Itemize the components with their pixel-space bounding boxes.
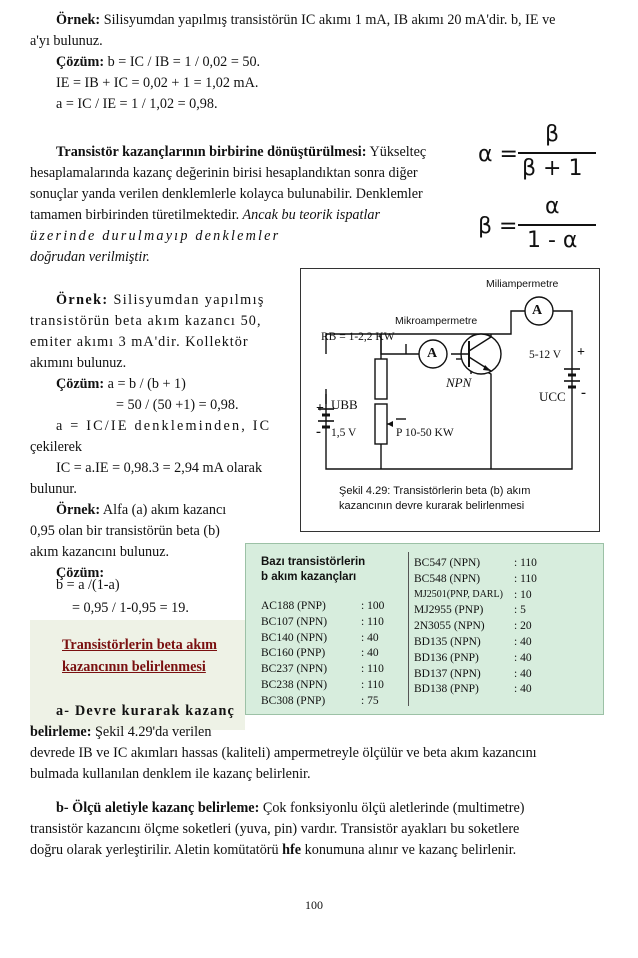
right-transistor-name: BD136 (PNP) — [414, 651, 479, 664]
figure-4-29 — [300, 268, 600, 532]
example3-line1-text: Alfa (a) akım kazancı — [100, 502, 227, 518]
example3-line3: akım kazancını bulunuz. — [30, 544, 170, 560]
example3-solution1: b = a /(1-a) — [56, 577, 120, 593]
alpha-lhs: α = — [478, 142, 518, 167]
pot-resistor — [375, 404, 387, 444]
example1-solution1-text: b = IC / IB = 1 / 0,02 = 50. — [104, 54, 261, 70]
beta-fraction-bar — [518, 224, 596, 226]
alpha-denominator: β + 1 — [522, 156, 583, 181]
example3-line2: 0,95 olan bir transistörün beta (b) — [30, 523, 220, 539]
milliammeter-symbol: A — [532, 303, 543, 318]
example2-solution1-text: a = b / (b + 1) — [104, 376, 186, 392]
left-gain-value: : 110 — [361, 679, 384, 691]
example1-label: Örnek: — [56, 12, 101, 28]
example1-text: Silisyumdan yapılmış transistörün IC akımı 1 mA, IB akımı 20 mA'dir. b, IE ve — [100, 12, 556, 28]
left-transistor-name: BC237 (NPN) — [261, 663, 328, 676]
right-gain-value: : 40 — [514, 683, 532, 696]
table-title-line2: b akım kazançları — [261, 571, 357, 583]
milliammeter-label: Miliampermetre — [486, 278, 559, 290]
left-gain-value: : 40 — [361, 647, 379, 660]
ucc-minus: - — [581, 385, 586, 401]
para-a-title: a- Devre kurarak kazanç — [56, 703, 236, 719]
example2-line1 — [30, 290, 285, 311]
right-transistor-name: BD138 (PNP) — [414, 683, 479, 696]
example1-solution1 — [30, 52, 260, 73]
left-gain-value: : 110 — [361, 615, 384, 628]
left-transistor-name: BC160 (PNP) — [261, 647, 326, 660]
right-transistor-name: BC547 (NPN) — [414, 557, 481, 569]
left-gain-value: : 75 — [361, 694, 379, 707]
para-b-line1 — [30, 798, 524, 819]
ubb-label: UBB — [331, 397, 358, 412]
alpha-numerator: β — [545, 122, 560, 147]
example1-line1 — [30, 10, 605, 31]
right-gain-value: : 10 — [514, 588, 532, 601]
right-gain-value: : 110 — [514, 557, 537, 569]
conversion-line3: sonuçlar yanda verilen denklemlerle kolayca bulunabilir. Denklemler — [30, 186, 423, 202]
microammeter-label: Mikroampermetre — [395, 315, 478, 327]
example2-solution-label: Çözüm: — [56, 376, 105, 392]
ucc-label: UCC — [539, 389, 566, 404]
right-gain-value: : 40 — [514, 651, 532, 664]
example2-label: Örnek: — [56, 292, 109, 308]
ubb-value: 1,5 V — [331, 427, 357, 439]
page-number: 100 — [305, 898, 323, 912]
right-gain-value: : 40 — [514, 636, 532, 648]
transistor-gain-table — [245, 543, 604, 715]
para-a-line2-text: Şekil 4.29'da verilen — [91, 724, 212, 740]
beta-numerator: α — [545, 194, 560, 219]
example2-solution2: = 50 / (50 +1) = 0,98. — [116, 397, 239, 413]
example2-solution4: çekilerek — [30, 439, 82, 455]
para-a-line3: devrede IB ve IC akımları hassas (kaliteli) ampermetreyle ölçülür ve beta akım kazancını — [30, 745, 537, 761]
conversion-line1 — [30, 142, 462, 163]
conversion-line4 — [30, 205, 380, 226]
para-b-hfe: hfe — [278, 842, 302, 858]
example2-solution5: IC = a.IE = 0,98.3 = 2,94 mA olarak — [56, 460, 263, 476]
para-b-line2: transistör kazancını ölçme soketleri (yuva, pin) vardır. Transistör ayakları bu soketlere — [30, 821, 520, 837]
right-transistor-name: BD135 (NPN) — [414, 636, 481, 648]
conversion-line1-text: Yükselteç — [366, 144, 427, 160]
microammeter-symbol: A — [427, 346, 438, 361]
rb-resistor — [375, 359, 387, 399]
left-gain-value: : 110 — [361, 663, 384, 676]
example3-solution2: = 0,95 / 1-0,95 = 19. — [72, 600, 189, 616]
vcc-range-label: 5-12 V — [529, 349, 562, 361]
example2-solution6: bulunur. — [30, 481, 77, 497]
example2-line1-text: Silisyumdan yapılmış — [108, 292, 265, 308]
conversion-title: Transistör kazançlarının birbirine dönüştürülmesi: — [56, 144, 367, 160]
right-gain-value: : 110 — [514, 572, 537, 585]
example2-line3: emiter akımı 3 mA'dir. Kollektör — [30, 334, 249, 350]
left-gain-value: : 40 — [361, 631, 379, 644]
right-transistor-name: MJ2501(PNP, DARL) — [414, 588, 503, 600]
right-transistor-name: BC548 (NPN) — [414, 572, 481, 585]
para-b-line3-rest: konumuna alınır ve kazanç belirlenir. — [301, 842, 517, 858]
example1-solution2: IE = IB + IC = 0,02 + 1 = 1,02 mA. — [56, 75, 259, 91]
rb-label: RB = 1-2,2 KW — [321, 331, 395, 343]
conversion-line6: doğrudan verilmiştir. — [30, 249, 150, 265]
example1-solution3: a = IC / IE = 1 / 1,02 = 0,98. — [56, 96, 218, 112]
para-b-title: b- Ölçü aletiyle kazanç belirleme: — [56, 800, 260, 816]
example1-line2: a'yı bulunuz. — [30, 33, 103, 49]
conversion-line4-text: tamamen birbirinden türetilmektedir. — [30, 207, 240, 223]
example3-line1 — [30, 500, 226, 521]
beta-denominator: 1 - α — [527, 228, 578, 253]
right-transistor-name: BD137 (NPN) — [414, 667, 481, 680]
example1-solution-label: Çözüm: — [56, 54, 105, 70]
example2-solution1 — [30, 374, 186, 395]
npn-label: NPN — [446, 375, 472, 390]
figure-caption-line2: kazancının devre kurarak belirlenmesi — [339, 500, 525, 512]
right-transistor-name: MJ2955 (PNP) — [414, 604, 484, 617]
table-divider — [408, 552, 409, 706]
table-title-line1: Bazı transistörlerin — [261, 556, 366, 568]
alpha-fraction-bar — [518, 152, 596, 154]
left-transistor-name: BC308 (PNP) — [261, 694, 326, 707]
left-transistor-name: BC107 (NPN) — [261, 615, 328, 628]
conversion-line5: üzerinde durulmayıp denklemler — [30, 228, 281, 244]
example2-line4: akımını bulunuz. — [30, 355, 127, 371]
section-heading-line2: kazancının belirlenmesi — [62, 659, 206, 675]
right-gain-value: : 5 — [514, 604, 526, 617]
para-b-line3 — [30, 840, 516, 861]
right-gain-value: : 20 — [514, 620, 532, 633]
left-transistor-name: BC140 (NPN) — [261, 631, 328, 644]
ucc-plus: + — [577, 345, 585, 360]
right-gain-value: : 40 — [514, 667, 532, 680]
right-transistor-name: 2N3055 (NPN) — [414, 620, 485, 633]
example2-line2: transistörün beta akım kazancı 50, — [30, 313, 262, 329]
example2-solution3: a = IC/IE denkleminden, IC — [56, 418, 272, 434]
conversion-line4-italic: Ancak bu teorik ispatlar — [239, 207, 381, 223]
left-gain-value: : 100 — [361, 600, 385, 612]
para-a-line2 — [30, 722, 211, 743]
figure-caption-line1: Şekil 4.29: Transistörlerin beta (b) akım — [339, 485, 531, 497]
example3-solution-label: Çözüm: — [56, 565, 105, 581]
left-transistor-name: BC238 (NPN) — [261, 679, 328, 691]
example3-label: Örnek: — [56, 502, 101, 518]
conversion-line2: hesaplamalarında kazanç değerinin birisi hesaplandıktan sonra diğer — [30, 165, 418, 181]
beta-lhs: β = — [478, 214, 518, 239]
para-b-line1-text: Çok fonksiyonlu ölçü aletlerinde (multimetre) — [259, 800, 525, 816]
para-b-line3-text: doğru olarak yerleştirilir. Aletin komütatörü — [30, 842, 279, 858]
ubb-plus: + — [316, 401, 324, 416]
left-transistor-name: AC188 (PNP) — [261, 600, 326, 612]
pot-label: P 10-50 KW — [396, 427, 454, 439]
para-a-line4: bulmada kullanılan denklem ile kazanç belirlenir. — [30, 766, 311, 782]
para-a-title2: belirleme: — [30, 724, 92, 740]
ubb-minus: - — [316, 424, 321, 440]
section-heading-line1: Transistörlerin beta akım — [62, 637, 218, 653]
